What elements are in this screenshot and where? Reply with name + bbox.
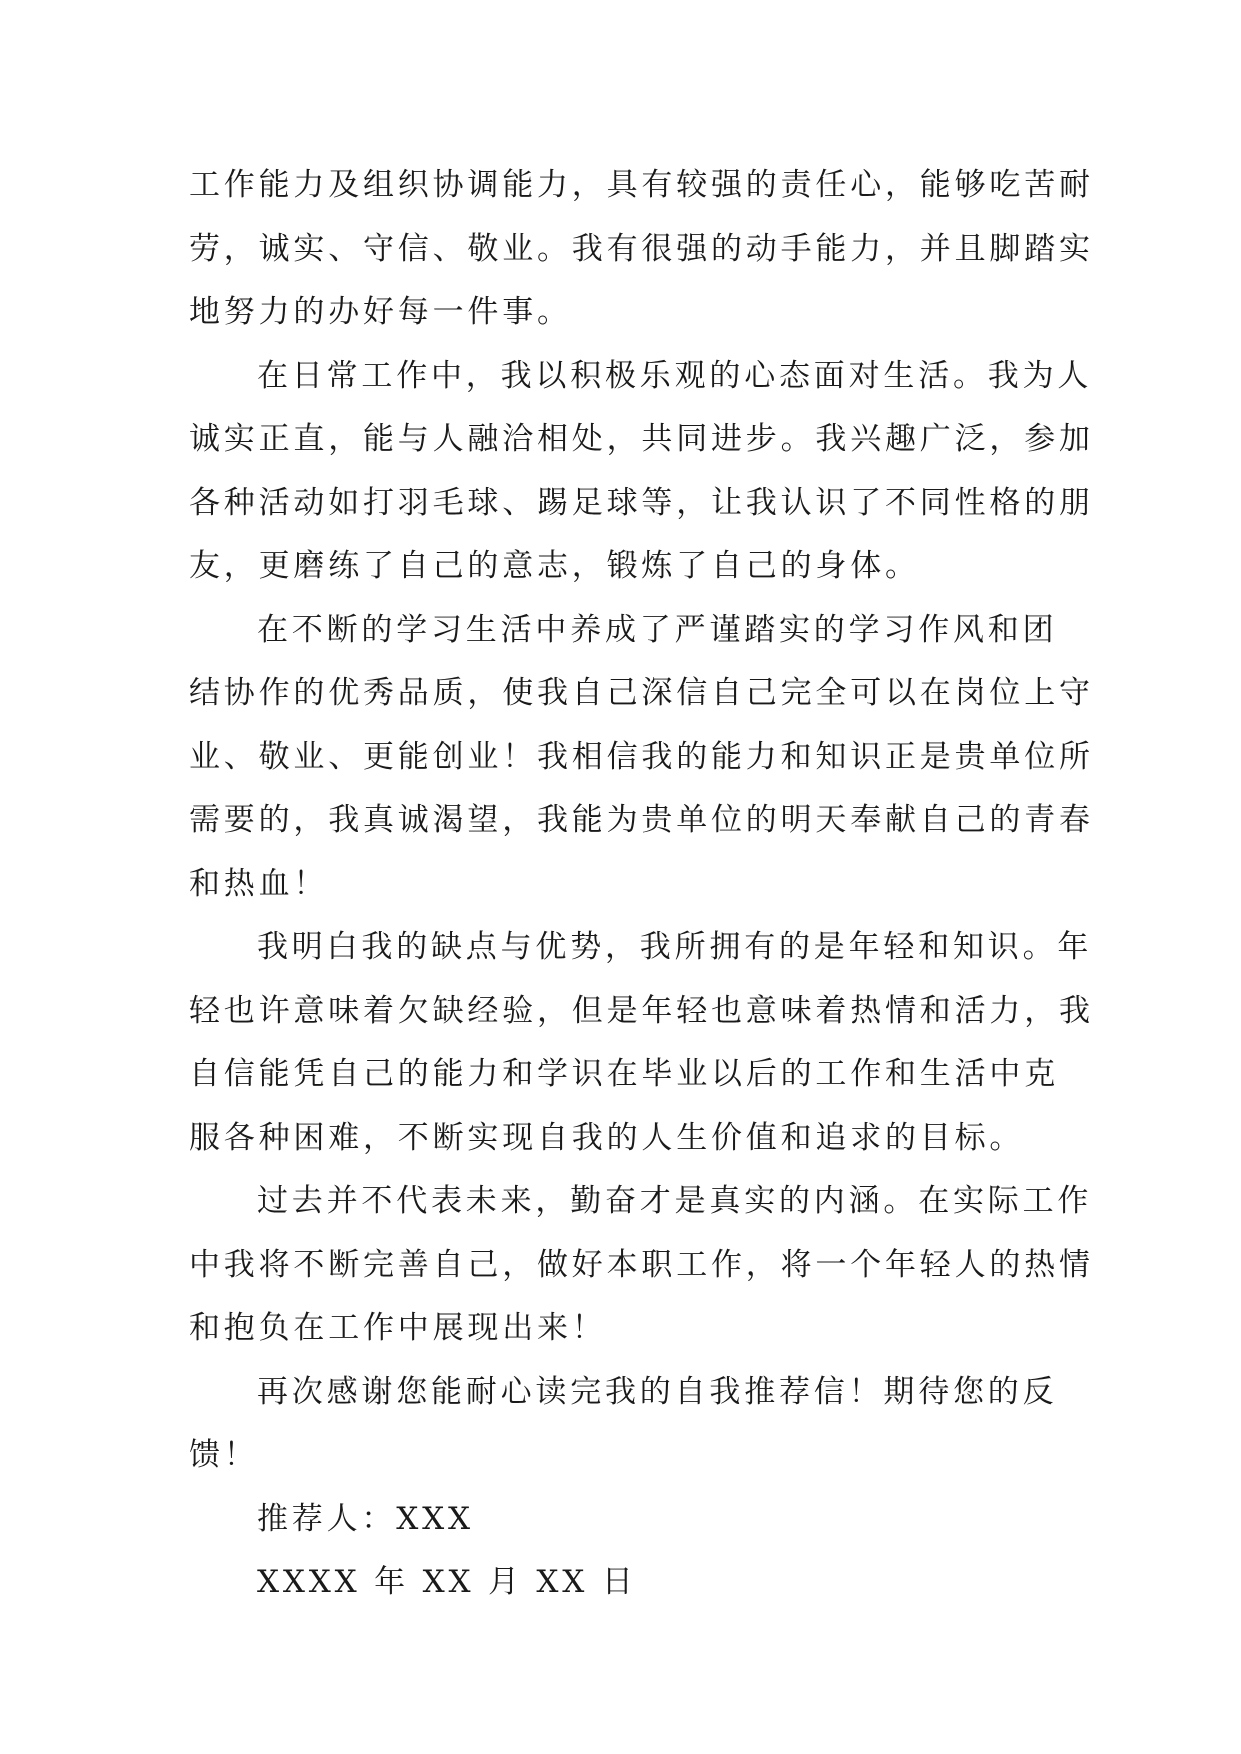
text-line: 劳，诚实、守信、敬业。我有很强的动手能力，并且脚踏实: [189, 230, 1094, 267]
text-line: 再次感谢您能耐心读完我的自我推荐信！期待您的反: [257, 1373, 1058, 1410]
text-line: 在日常工作中，我以积极乐观的心态面对生活。我为人: [257, 357, 1093, 394]
text-line: 服各种困难，不断实现自我的人生价值和追求的目标。: [189, 1119, 1025, 1156]
text-line: 友，更磨练了自己的意志，锻炼了自己的身体。: [189, 548, 920, 584]
text-line: 诚实正直，能与人融洽相处，共同进步。我兴趣广泛，参加: [189, 421, 1094, 457]
text-line: 我明白我的缺点与优势，我所拥有的是年轻和知识。年: [257, 929, 1093, 965]
letter-body: [189, 154, 1094, 1615]
text-line: 和抱负在工作中展现出来！: [189, 1310, 607, 1346]
text-line: 结协作的优秀品质，使我自己深信自己完全可以在岗位上守: [189, 675, 1094, 711]
text-line: 在不断的学习生活中养成了严谨踏实的学习作风和团: [257, 611, 1058, 648]
text-line: 业、敬业、更能创业！我相信我的能力和知识正是贵单位所: [189, 738, 1094, 775]
text-line: 工作能力及组织协调能力，具有较强的责任心，能够吃苦耐: [189, 167, 1094, 203]
text-line: 自信能凭自己的能力和学识在毕业以后的工作和生活中克: [189, 1056, 1059, 1092]
letter-date: XXXX 年 XX 月 XX 日: [257, 1564, 637, 1600]
text-line: 中我将不断完善自己，做好本职工作，将一个年轻人的热情: [189, 1246, 1094, 1283]
recommender-signature: 推荐人：XXX: [257, 1500, 474, 1537]
text-line: 地努力的办好每一件事。: [189, 294, 572, 330]
text-line: 需要的，我真诚渴望，我能为贵单位的明天奉献自己的青春: [189, 802, 1094, 838]
text-line: 过去并不代表未来，勤奋才是真实的内涵。在实际工作: [257, 1183, 1093, 1219]
text-line: 各种活动如打羽毛球、踢足球等，让我认识了不同性格的朋: [189, 484, 1094, 521]
text-line: 轻也许意味着欠缺经验，但是年轻也意味着热情和活力，我: [189, 992, 1094, 1029]
text-line: 和热血！: [189, 865, 329, 902]
text-line: 馈！: [189, 1437, 259, 1473]
